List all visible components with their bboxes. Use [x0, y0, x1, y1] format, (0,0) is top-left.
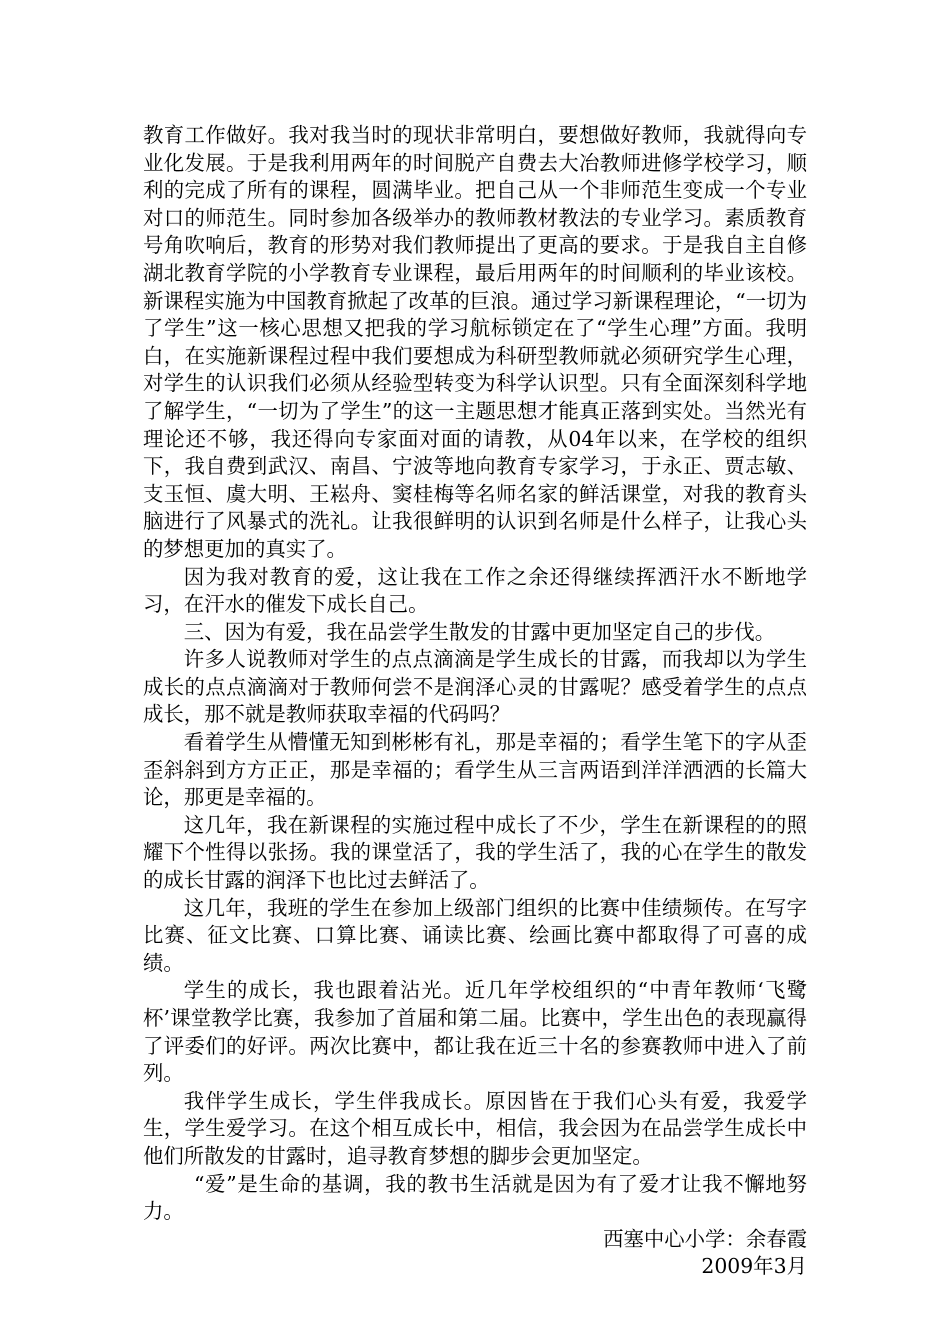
paragraph-10: “爱”是生命的基调，我的教书生活就是因为有了爱才让我不懈地努力。	[143, 1171, 807, 1224]
paragraph-6: 这几年，我在新课程的实施过程中成长了不少，学生在新课程的的照耀下个性得以张扬。我的课堂活了，我的学生活了，我的心在学生的散发的成长甘露的润泽下也比过去鲜活了。	[143, 812, 807, 893]
document-body	[143, 122, 807, 1281]
paragraph-4: 许多人说教师对学生的点点滴滴是学生成长的甘露，而我却以为学生成长的点点滴滴对于教师何尝不是润泽心灵的甘露呢？感受着学生的点点成长，那不就是教师获取幸福的代码吗？	[143, 647, 807, 727]
paragraph-5: 看着学生从懵懂无知到彬彬有礼，那是幸福的；看学生笔下的字从歪歪斜斜到方方正正，那是幸福的；看学生从三言两语到洋洋洒洒的长篇大论，那更是幸福的。	[143, 730, 807, 810]
paragraph-8: 学生的成长，我也跟着沾光。近几年学校组织的“中青年教师‘飞鹭杯’课堂教学比赛，我参加了首届和第二届。比赛中，学生出色的表现赢得了评委们的好评。两次比赛中，都让我在近三十名的参赛教师中进入了前列。	[143, 978, 807, 1086]
section-heading-3: 三、因为有爱，我在品尝学生散发的甘露中更加坚定自己的步伐。	[183, 619, 776, 644]
signature-date: 2009年3月	[701, 1254, 807, 1279]
paragraph-2: 因为我对教育的爱，这让我在工作之余还得继续挥洒汗水不断地学习，在汗水的催发下成长自己。	[143, 564, 807, 617]
signature-author: 西塞中心小学：余春霞	[603, 1226, 807, 1251]
paragraph-7: 这几年，我班的学生在参加上级部门组织的比赛中佳绩频传。在写字比赛、征文比赛、口算比赛、诵读比赛、绘画比赛中都取得了可喜的成绩。	[143, 895, 807, 975]
paragraph-9: 我伴学生成长，学生伴我成长。原因皆在于我们心头有爱，我爱学生，学生爱学习。在这个相互成长中，相信，我会因为在品尝学生成长中他们所散发的甘露时，追寻教育梦想的脚步会更加坚定。	[143, 1088, 807, 1168]
paragraph-1: 教育工作做好。我对我当时的现状非常明白，要想做好教师，我就得向专业化发展。于是我利用两年的时间脱产自费去大冶教师进修学校学习，顺利的完成了所有的课程，圆满毕业。把自己从一个非师范生变成一个专业对口的师范生。同时参加各级举办的教师教材教法的专业学习。素质教育号角吹响后，教育的形势对我们教师提出了更高的要求。于是我自主自修湖北教育学院的小学教育专业课程，最后用两年的时间顺利的毕业该校。新课程实施为中国教育掀起了改革的巨浪。通过学习新课程理论，“一切为了学生”这一核心思想又把我的学习航标锁定在了“学生心理”方面。我明白，在实施新课程过程中我们要想成为科研型教师就必须研究学生心理，对学生的认识我们必须从经验型转变为科学认识型。只有全面深刻科学地了解学生，“一切为了学生”的这一主题思想才能真正落到实处。当然光有理论还不够，我还得向专家面对面的请教，从04年以来，在学校的组织下，我自费到武汉、南昌、宁波等地向教育专家学习，于永正、贾志敏、支玉恒、虞大明、王崧舟、窦桂梅等名师名家的鲜活课堂，对我的教育头脑进行了风暴式的洗礼。让我很鲜明的认识到名师是什么样子，让我心头的梦想更加的真实了。	[143, 123, 807, 561]
